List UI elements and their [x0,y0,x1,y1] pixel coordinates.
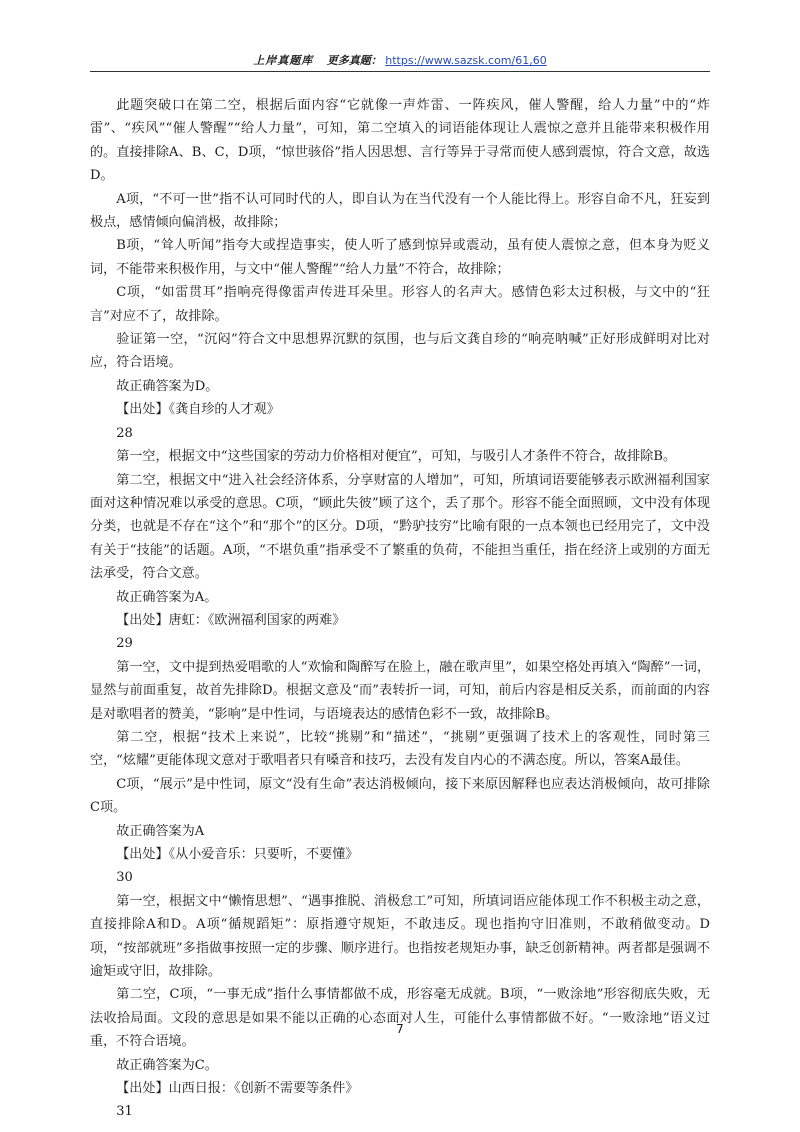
paragraph: 第二空，C项，“一事无成”指什么事情都做不成，形容毫无成就。B项，“一败涂地”形容彻底失败，无法收拾局面。文段的意思是如果不能以正确的心态面对人生，可能什么事情都做不好。“一败涂地”语义过重，不符合语境。 [90,987,710,1050]
question-number: 30 [116,870,133,886]
paragraph: 第一空，根据文中“这些国家的劳动力价格相对便宜”，可知，与吸引人才条件不符合，故排除B。 [116,449,677,465]
paragraph: A项，“不可一世”指不认可同时代的人，即自认为在当代没有一个人能比得上。形容自命不凡，狂妄到极点，感情倾向偏消极，故排除； [90,191,710,231]
source-citation: 【出处】山西日报：《创新不需要等条件》 [116,1081,359,1097]
paragraph: 第一空，根据文中“懒惰思想”、“遇事推脱、消极怠工”可知，所填词语应能体现工作不积极主动之意，直接排除A和D。A项“循规蹈矩”：原指遵守规矩，不敢违反。现也指拘守旧准则，不敢稍做变动。D项，“按部就班”多指做事按照一定的步骤、顺序进行。也指按老规矩办事，缺乏创新精神。两者都是强调不逾矩或守旧，故排除。 [90,893,710,980]
paragraph: 验证第一空，“沉闷”符合文中思想界沉默的氛围，也与后文龚自珍的“响亮呐喊”正好形成鲜明对比对应，符合语境。 [90,332,710,371]
document-body [90,94,710,1124]
question-number: 31 [116,1104,133,1120]
question-number: 28 [116,425,133,441]
paragraph: 故正确答案为A [116,823,205,839]
header-label: 更多真题： [326,54,382,67]
source-citation: 【出处】唐虹：《欧洲福利国家的两难》 [116,612,346,628]
paragraph: 第二空，根据文中“进入社会经济体系，分享财富的人增加”，可知，所填词语要能够表示欧洲福利国家面对这种情况难以承受的意思。C项，“顾此失彼”顾了这个，丢了那个。形容不能全面照顾，文中没有体现分类，也就是不存在“这个”和“那个”的区分。D项，“黔驴技穷”比喻有限的一点本领也已经用完了，文中没有关于“技能”的话题。A项，“不堪负重”指承受不了繁重的负荷，不能担当重任，指在经济上或别的方面无法承受，符合文意。 [90,472,710,582]
page-header [0,52,800,68]
paragraph: 故正确答案为C。 [116,1057,218,1073]
paragraph: 故正确答案为D。 [116,378,219,394]
paragraph: 此题突破口在第二空，根据后面内容“它就像一声炸雷、一阵疾风，催人警醒，给人力量”中的“炸雷”、“疾风”“催人警醒”“给人力量”，可知，第二空填入的词语能体现让人震惊之意并且能带来积极作用的。直接排除A、B、C，D项，“惊世骇俗”指人因思想、言行等异于寻常而使人感到震惊，符合文意，故选D。 [90,98,710,184]
header-brand: 上岸真题库 [253,54,314,67]
source-citation: 【出处】《龚自珍的人才观》 [116,402,280,418]
paragraph: 第一空，文中提到热爱唱歌的人“欢愉和陶醉写在脸上，融在歌声里”，如果空格处再填入“陶醉”一词，显然与前面重复，故首先排除D。根据文意及“而”表转折一词，可知，前后内容是相反关系，而前面的内容是对歌唱者的赞美，“影响”是中性词，与语境表达的感情色彩不一致，故排除B。 [90,659,710,722]
paragraph: 故正确答案为A。 [116,589,218,605]
question-number: 29 [116,636,133,652]
paragraph: C项，“如雷贯耳”指响亮得像雷声传进耳朵里。形容人的名声大。感情色彩太过积极，与文中的“狂言”对应不了，故排除。 [90,285,710,324]
paragraph: 第二空，根据“技术上来说”，比较“挑剔”和“描述”，“挑剔”更强调了技术上的客观性，同时第三空，“炫耀”更能体现文意对于歌唱者只有嗓音和技巧，去没有发自内心的不满态度。所以，答案A最佳。 [90,729,710,769]
header-url-link[interactable]: https://www.sazsk.com/61,60 [385,54,547,67]
paragraph: B项，“耸人听闻”指夸大或捏造事实，使人听了感到惊异或震动，虽有使人震惊之意，但本身为贬义词，不能带来积极作用，与文中“催人警醒”“给人力量”不符合，故排除； [90,238,710,277]
paragraph: C项，“展示”是中性词，原文“没有生命”表达消极倾向，接下来原因解释也应表达消极倾向，故可排除C项。 [90,776,710,816]
header-divider [90,71,710,72]
page-number: 7 [396,1022,404,1036]
source-citation: 【出处】《从小爱音乐：只要听，不要懂》 [116,847,359,862]
